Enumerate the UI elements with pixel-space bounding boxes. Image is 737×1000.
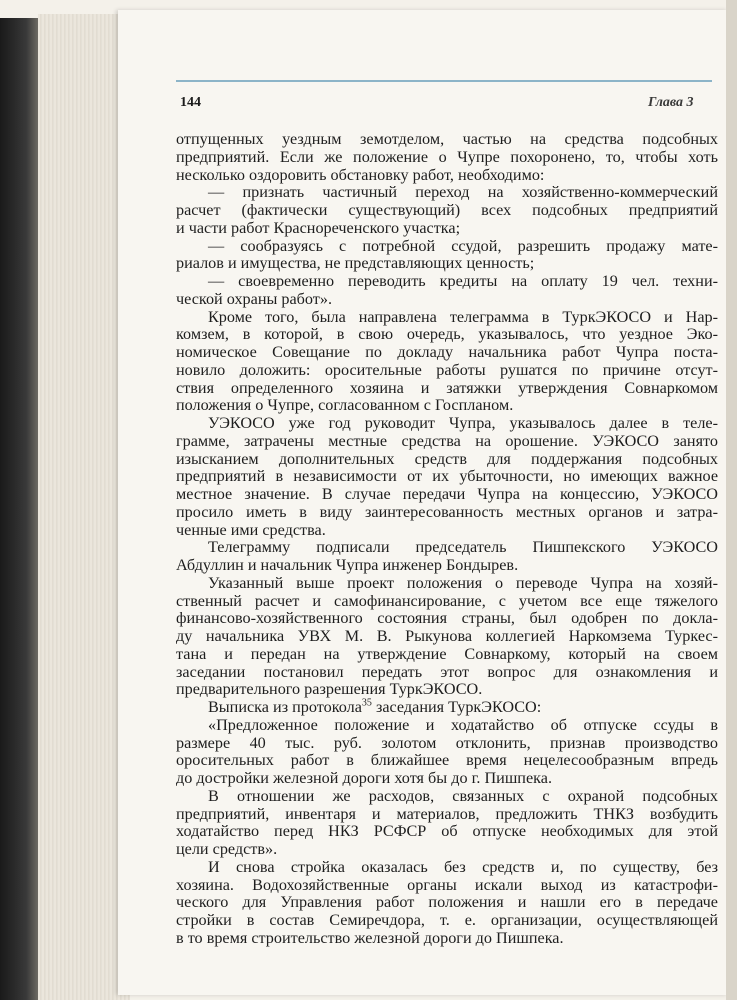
text-line: — сообразуясь с потребной ссудой, разрешить продажу мате-: [208, 236, 718, 255]
paragraph: [176, 131, 718, 184]
text-line: И снова стройка оказалась без средств и, по существу, без: [208, 857, 718, 876]
text-line: УЭКОСО уже год руководит Чупра, указывалось далее в теле-: [208, 414, 718, 432]
paragraph: [176, 575, 718, 699]
text-line: до достройки железной дороги хотя бы до г. Пишпека.: [176, 769, 553, 787]
text-line: предприятий в независимости от их убыточности, но имеющих важное: [176, 467, 718, 486]
text-line: стройки в состав Семиречдора, т. е. организации, осуществляющей: [176, 911, 718, 929]
text-line: ченные ими средства.: [176, 520, 326, 539]
paragraph: [176, 859, 718, 948]
text-line: ственный расчет и самофинансирование, с учетом все еще тяжелого: [176, 591, 718, 610]
text-line: и части работ Краснореченского участка;: [176, 218, 461, 237]
text-line: просило иметь в виду заинтересованность местных органов и затра-: [176, 502, 718, 521]
right-margin-edge: [726, 0, 737, 1000]
text-line: [176, 699, 718, 717]
paragraph: [176, 273, 718, 309]
footnote-marker: 35: [361, 697, 372, 709]
paragraph: [176, 309, 718, 416]
paragraph: [176, 539, 718, 575]
text-line: заседании постановил передать этот вопрос для ознакомления и: [176, 662, 718, 681]
paragraph: [176, 788, 718, 859]
text-line: ческой охраны работ».: [176, 289, 333, 308]
text-line: оросительных работ в ближайшее время нецелесообразным впредь: [176, 751, 718, 770]
text-line: несколько оздоровить обстановку работ, необходимо:: [176, 165, 545, 184]
text-line: местное значение. В случае передачи Чупра на концессию, УЭКОСО: [176, 485, 718, 503]
text-line: «Предложенное положение и ходатайство об отпуске ссуды в: [208, 715, 718, 734]
text-line: хозяина. Водохозяйственные органы искали выход из катастрофи-: [176, 875, 718, 894]
text-line: Абдуллин и начальник Чупра инженер Бондырев.: [176, 556, 519, 574]
text-line: Кроме того, была направлена телеграмма в ТуркЭКОСО и Нар-: [208, 307, 718, 326]
text-line: расчет (фактически существующий) всех подсобных предприятий: [176, 201, 718, 219]
text-line: финансово-хозяйственного состояния страны, был одобрен по докла-: [176, 609, 718, 628]
paragraph: [176, 415, 718, 539]
text-line: новило доложить: оросительные работы рушатся по причине отсут-: [176, 360, 718, 379]
text-line: ческого для Управления работ положения и нашли его в передаче: [176, 893, 718, 912]
paragraph: [176, 699, 718, 717]
text-line: в то время строительство железной дороги до Пишпека.: [176, 928, 564, 947]
text-line: ходатайство перед НКЗ РСФСР об отпуске необходимых для этой: [176, 822, 718, 841]
text-line: Телеграмму подписали председатель Пишпекского УЭКОСО: [208, 538, 718, 557]
text-line: предварительного разрешения ТуркЭКОСО.: [176, 680, 483, 699]
text-line: Указанный выше проект положения о переводе Чупра на хозяй-: [208, 573, 718, 592]
text-line: размере 40 тыс. руб. золотом отклонить, признав производство: [176, 733, 718, 752]
text-line: цели средств».: [176, 840, 278, 858]
text-line: — своевременно переводить кредиты на оплату 19 чел. техни-: [208, 272, 718, 290]
paragraph: [176, 717, 718, 788]
text-line: изысканием дополнительных средств для поддержания подсобных: [176, 449, 718, 468]
text-line: грамме, затрачены местные средства на орошение. УЭКОСО занято: [176, 431, 718, 450]
book-binding: [0, 18, 38, 1000]
paragraph: [176, 184, 718, 237]
text-line: ствия определенного хозяина и затяжки утверждения Совнаркомом: [176, 378, 718, 397]
text-span: заседания ТуркЭКОСО:: [375, 698, 542, 716]
text-line: риалов и имущества, не представляющих ценность;: [176, 254, 535, 273]
text-line: положения о Чупре, согласованном с Госпланом.: [176, 396, 514, 415]
paragraph: [176, 238, 718, 274]
text-line: комзем, в которой, в свою очередь, указывалось, что уездное Эко-: [176, 325, 718, 344]
body-text: [176, 131, 718, 948]
header-rule: [176, 80, 712, 82]
text-line: тана и передан на утверждение Совнаркому, который на своем: [176, 644, 718, 663]
text-line: отпущенных уездным земотделом, частью на средства подсобных: [176, 130, 718, 148]
text-line: В отношении же расходов, связанных с охраной подсобных: [208, 786, 718, 805]
page-number: 144: [180, 95, 201, 110]
text-line: предприятий. Если же положение о Чупре похоронено, то, чтобы хоть: [176, 147, 718, 166]
text-line: номическое Совещание по докладу начальника работ Чупра поста-: [176, 343, 718, 361]
text-span: Выписка из протокола: [208, 698, 362, 716]
page-edges: [38, 14, 130, 1000]
text-line: ду начальника УВХ М. В. Рыкунова коллегией Наркомзема Туркес-: [176, 627, 718, 645]
text-line: — признать частичный переход на хозяйственно-коммерческий: [208, 183, 718, 202]
chapter-title: Глава 3: [648, 95, 694, 110]
text-line: предприятий, инвентаря и материалов, предложить ТНКЗ возбудить: [176, 804, 718, 823]
